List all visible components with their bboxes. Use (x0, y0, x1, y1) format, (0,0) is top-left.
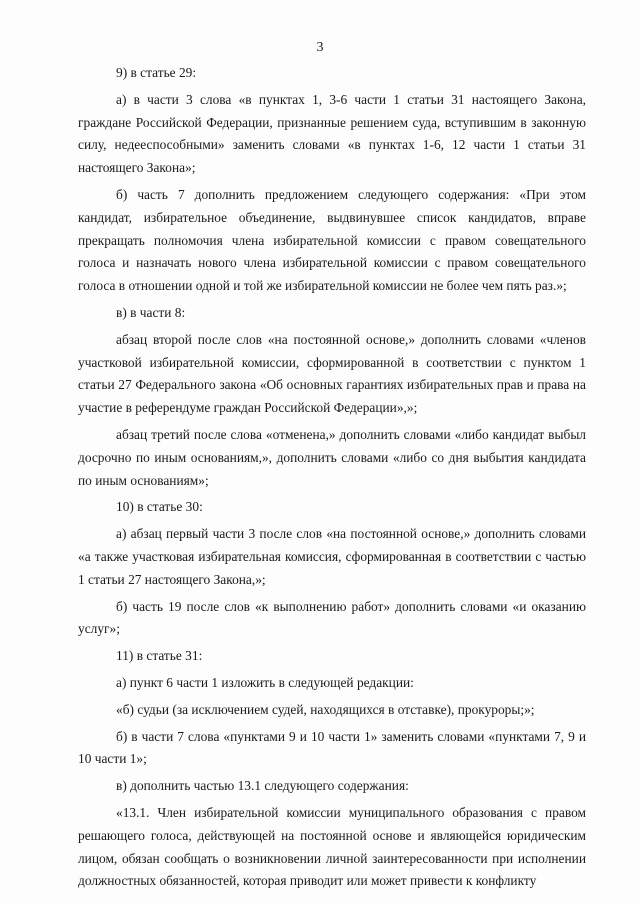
paragraph: в) в части 8: (116, 304, 186, 320)
document-body (78, 62, 586, 893)
paragraph: а) пункт 6 части 1 изложить в следующей редакции: (116, 674, 414, 690)
paragraph: 10) в статье 30: (116, 499, 203, 515)
paragraph: б) часть 19 после слов «к выполнению работ» дополнить словами «и оказанию услуг»; (78, 598, 586, 637)
page-number: 3 (316, 40, 324, 55)
paragraph: б) часть 7 дополнить предложением следующего содержания: «При этом кандидат, избирательное объединение, выдвинувшее список кандидатов, вправе прекращать полномочия члена избирательной комиссии с правом совещательного голоса и назначать нового члена избирательной комиссии с правом совещательного голоса в отношении одной и той же избирательной комиссии не более чем пять раз.»; (78, 186, 586, 294)
paragraph: 9) в статье 29: (116, 65, 197, 80)
paragraph: «б) судьи (за исключением судей, находящихся в отставке), прокуроры;»; (116, 701, 535, 717)
paragraph: в) дополнить частью 13.1 следующего содержания: (116, 778, 409, 794)
paragraph: а) абзац первый части 3 после слов «на постоянной основе,» дополнить словами «а также участковая избирательная комиссия, сформированная в соответствии с частью 1 статьи 27 настоящего Закона,»; (78, 526, 586, 587)
paragraph: а) в части 3 слова «в пунктах 1, 3-6 части 1 статьи 31 настоящего Закона, граждане Российской Федерации, признанные решением суда, вступившим в законную силу, недееспособными» заменить словами «в пунктах 1-6, 12 части 1 статьи 31 настоящего Закона»; (78, 91, 586, 176)
paragraph: абзац второй после слов «на постоянной основе,» дополнить словами «членов участковой избирательной комиссии, сформированной в соответствии с пунктом 1 статьи 27 Федерального закона «Об основных гарантиях избирательных прав и права на участие в референдуме граждан Российской Федерации»,»; (78, 331, 586, 416)
paragraph: б) в части 7 слова «пунктами 9 и 10 части 1» заменить словами «пунктами 7, 9 и 10 части 1»; (78, 728, 586, 767)
paragraph: 11) в статье 31: (116, 648, 203, 664)
paragraph: абзац третий после слова «отменена,» дополнить словами «либо кандидат выбыл досрочно по иным основаниям,», дополнить словами «либо со дня выбытия кандидата по иным основаниям»; (78, 426, 586, 488)
paragraph: «13.1. Член избирательной комиссии муниципального образования с правом решающего голоса, действующей на постоянной основе и являющейся юридическим лицом, обязан сообщать о возникновении личной заинтересованности при исполнении должностных обязанностей, которая приводит или может привести к конфликту (78, 804, 586, 889)
